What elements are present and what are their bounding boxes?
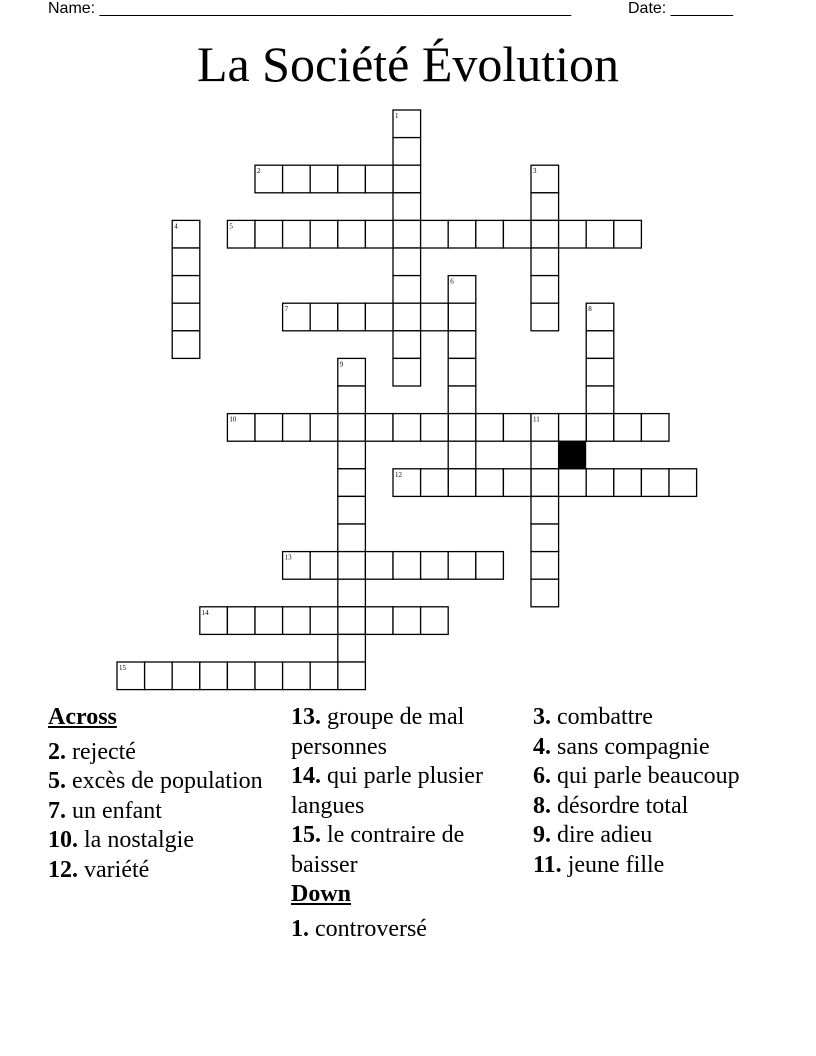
grid-cell[interactable] [145, 662, 173, 690]
grid-number: 10 [229, 415, 237, 424]
grid-cell[interactable] [338, 220, 366, 248]
grid-cell[interactable] [503, 220, 531, 248]
clue-number: 7. [48, 797, 66, 824]
clue-across-15 [291, 821, 529, 880]
grid-number: 2 [257, 167, 261, 176]
grid-cell[interactable] [365, 552, 393, 580]
grid-cell[interactable] [586, 220, 614, 248]
grid-cell[interactable] [448, 386, 476, 414]
grid-cell[interactable] [338, 607, 366, 635]
grid-cell[interactable] [255, 220, 283, 248]
clue-text: dire adieu [557, 822, 653, 848]
grid-number: 12 [395, 470, 402, 479]
grid-cell[interactable] [586, 469, 614, 497]
grid-number: 4 [174, 222, 178, 231]
black-square [559, 441, 587, 469]
grid-cell[interactable] [310, 607, 338, 635]
grid-cell[interactable] [421, 552, 449, 580]
clue-number: 11. [533, 851, 562, 878]
grid-cell[interactable] [531, 496, 559, 524]
clue-text: sans compagnie [557, 733, 710, 760]
grid-cell[interactable] [172, 331, 200, 359]
grid-cell[interactable] [393, 248, 421, 276]
clue-number: 6. [533, 763, 551, 789]
clue-column-2 [291, 703, 529, 944]
grid-cell[interactable] [586, 414, 614, 442]
grid-cell[interactable] [227, 607, 255, 635]
grid-cell[interactable] [310, 303, 338, 331]
grid-cell[interactable] [393, 193, 421, 221]
grid-cell[interactable] [531, 193, 559, 221]
grid-cell[interactable] [172, 303, 200, 331]
grid-cell[interactable] [421, 220, 449, 248]
clue-number: 14. [291, 763, 321, 789]
grid-cell[interactable] [448, 441, 476, 469]
clue-number: 15. [291, 822, 321, 848]
grid-cell[interactable] [421, 469, 449, 497]
grid-cell[interactable] [559, 414, 587, 442]
clue-down-1 [291, 915, 529, 945]
grid-cell[interactable] [641, 469, 669, 497]
clue-text: le contraire de baisser [291, 822, 465, 878]
grid-cell[interactable] [448, 303, 476, 331]
grid-cell[interactable] [338, 552, 366, 580]
grid-cell[interactable] [338, 496, 366, 524]
grid-cell[interactable] [172, 276, 200, 304]
clue-down-6 [533, 762, 773, 792]
grid-number: 13 [284, 553, 292, 562]
grid-cell[interactable] [393, 331, 421, 359]
date-field[interactable]: Date: _______ [628, 0, 733, 17]
clue-number: 8. [533, 792, 551, 819]
grid-cell[interactable] [338, 441, 366, 469]
grid-cell[interactable] [338, 469, 366, 497]
clue-down-8 [533, 792, 773, 822]
grid-cell[interactable] [393, 220, 421, 248]
clue-across-2 [48, 738, 283, 768]
grid-cell[interactable] [476, 414, 504, 442]
grid-cell[interactable] [531, 552, 559, 580]
grid-cell[interactable] [393, 303, 421, 331]
grid-cell[interactable] [338, 579, 366, 607]
grid-cell[interactable] [531, 524, 559, 552]
grid-cell[interactable] [614, 469, 642, 497]
grid-cell[interactable] [614, 414, 642, 442]
grid-cell[interactable] [393, 165, 421, 193]
grid-cell[interactable] [586, 358, 614, 386]
clue-number: 12. [48, 856, 78, 883]
clue-across-14 [291, 762, 529, 821]
grid-cell[interactable] [531, 276, 559, 304]
grid-number: 6 [450, 277, 454, 286]
clue-across-13 [291, 703, 529, 762]
grid-cell[interactable] [365, 303, 393, 331]
grid-number: 3 [533, 167, 537, 176]
clue-down-3 [533, 703, 773, 733]
grid-cell[interactable] [531, 248, 559, 276]
grid-cell[interactable] [448, 220, 476, 248]
clue-number: 1. [291, 915, 309, 942]
clue-text: variété [84, 856, 150, 883]
grid-number: 11 [533, 415, 540, 424]
grid-cell[interactable] [421, 414, 449, 442]
grid-cell[interactable] [338, 634, 366, 662]
grid-cell[interactable] [283, 165, 311, 193]
clue-across-10 [48, 826, 283, 856]
grid-cell[interactable] [531, 441, 559, 469]
clue-down-4 [533, 733, 773, 763]
grid-cell[interactable] [393, 276, 421, 304]
clue-number: 5. [48, 768, 66, 794]
grid-cell[interactable] [393, 358, 421, 386]
grid-cell[interactable] [421, 607, 449, 635]
grid-cell[interactable] [503, 414, 531, 442]
grid-cell[interactable] [448, 469, 476, 497]
grid-cell[interactable] [476, 552, 504, 580]
grid-cell[interactable] [172, 662, 200, 690]
grid-cell[interactable] [476, 220, 504, 248]
grid-cell[interactable] [255, 607, 283, 635]
clue-column-1 [48, 703, 283, 885]
grid-cell[interactable] [503, 469, 531, 497]
grid-cell[interactable] [559, 469, 587, 497]
grid-cell[interactable] [338, 414, 366, 442]
clue-text: rejecté [72, 738, 136, 765]
clue-across-7 [48, 797, 283, 827]
grid-cell[interactable] [448, 358, 476, 386]
grid-number: 7 [284, 305, 289, 314]
clue-number: 13. [291, 704, 321, 730]
grid-cell[interactable] [448, 552, 476, 580]
grid-cell[interactable] [283, 662, 311, 690]
clue-number: 10. [48, 827, 78, 853]
grid-cell[interactable] [393, 138, 421, 166]
grid-cell[interactable] [283, 607, 311, 635]
clue-column-3 [533, 703, 773, 880]
clue-across-12 [48, 856, 283, 886]
grid-cell[interactable] [365, 607, 393, 635]
clue-text: qui parle plusier langues [291, 763, 483, 819]
grid-cell[interactable] [310, 662, 338, 690]
grid-cell[interactable] [365, 414, 393, 442]
clue-text: groupe de mal personnes [291, 704, 465, 760]
grid-cell[interactable] [448, 414, 476, 442]
grid-cell[interactable] [641, 414, 669, 442]
clue-number: 3. [533, 704, 551, 730]
clue-text: qui parle beaucoup [557, 763, 740, 789]
grid-number: 15 [119, 664, 126, 672]
grid-cell[interactable] [255, 414, 283, 442]
grid-cell[interactable] [365, 165, 393, 193]
grid-cell[interactable] [338, 524, 366, 552]
clue-down-11 [533, 851, 773, 881]
down-heading: Down [291, 881, 352, 907]
name-field[interactable]: Name: _____________________________________________________ [48, 0, 572, 17]
grid-cell[interactable] [310, 220, 338, 248]
grid-cell[interactable] [200, 662, 228, 690]
grid-cell[interactable] [614, 220, 642, 248]
grid-number: 8 [588, 305, 592, 314]
grid-cell[interactable] [310, 165, 338, 193]
grid-cell[interactable] [421, 303, 449, 331]
grid-cell[interactable] [283, 220, 311, 248]
clue-number: 9. [533, 822, 551, 848]
grid-cell[interactable] [338, 303, 366, 331]
grid-number: 1 [395, 112, 399, 120]
grid-cell[interactable] [393, 414, 421, 442]
grid-cell[interactable] [172, 248, 200, 276]
grid-cell[interactable] [255, 662, 283, 690]
clue-text: controversé [315, 915, 427, 942]
grid-cell[interactable] [586, 331, 614, 359]
grid-cell[interactable] [338, 662, 366, 690]
grid-number: 14 [201, 608, 209, 617]
grid-cell[interactable] [310, 552, 338, 580]
grid-cell[interactable] [531, 579, 559, 607]
grid-cell[interactable] [393, 607, 421, 635]
grid-cell[interactable] [227, 662, 255, 690]
grid-number: 5 [229, 222, 233, 231]
grid-cell[interactable] [531, 220, 559, 248]
grid-cell[interactable] [338, 165, 366, 193]
grid-cell[interactable] [669, 469, 697, 497]
puzzle-title: La Société Évolution [196, 36, 620, 92]
clue-text: excès de population [72, 768, 263, 794]
grid-cell[interactable] [365, 220, 393, 248]
clue-text: un enfant [72, 797, 162, 824]
grid-cell[interactable] [531, 469, 559, 497]
grid-cell[interactable] [310, 414, 338, 442]
grid-cell[interactable] [586, 386, 614, 414]
grid-cell[interactable] [448, 331, 476, 359]
grid-cell[interactable] [559, 220, 587, 248]
grid-cell[interactable] [393, 552, 421, 580]
clue-number: 2. [48, 738, 66, 765]
clue-text: désordre total [557, 792, 689, 819]
clue-down-9 [533, 821, 773, 851]
across-heading: Across [48, 704, 117, 730]
grid-cell[interactable] [283, 414, 311, 442]
clue-text: la nostalgie [84, 827, 194, 853]
clue-text: combattre [557, 704, 653, 730]
grid-cell[interactable] [338, 386, 366, 414]
grid-cell[interactable] [476, 469, 504, 497]
clue-across-5 [48, 767, 283, 797]
clue-number: 4. [533, 733, 551, 760]
grid-cell[interactable] [531, 303, 559, 331]
grid-number: 9 [339, 360, 344, 369]
clue-text: jeune fille [567, 851, 665, 878]
